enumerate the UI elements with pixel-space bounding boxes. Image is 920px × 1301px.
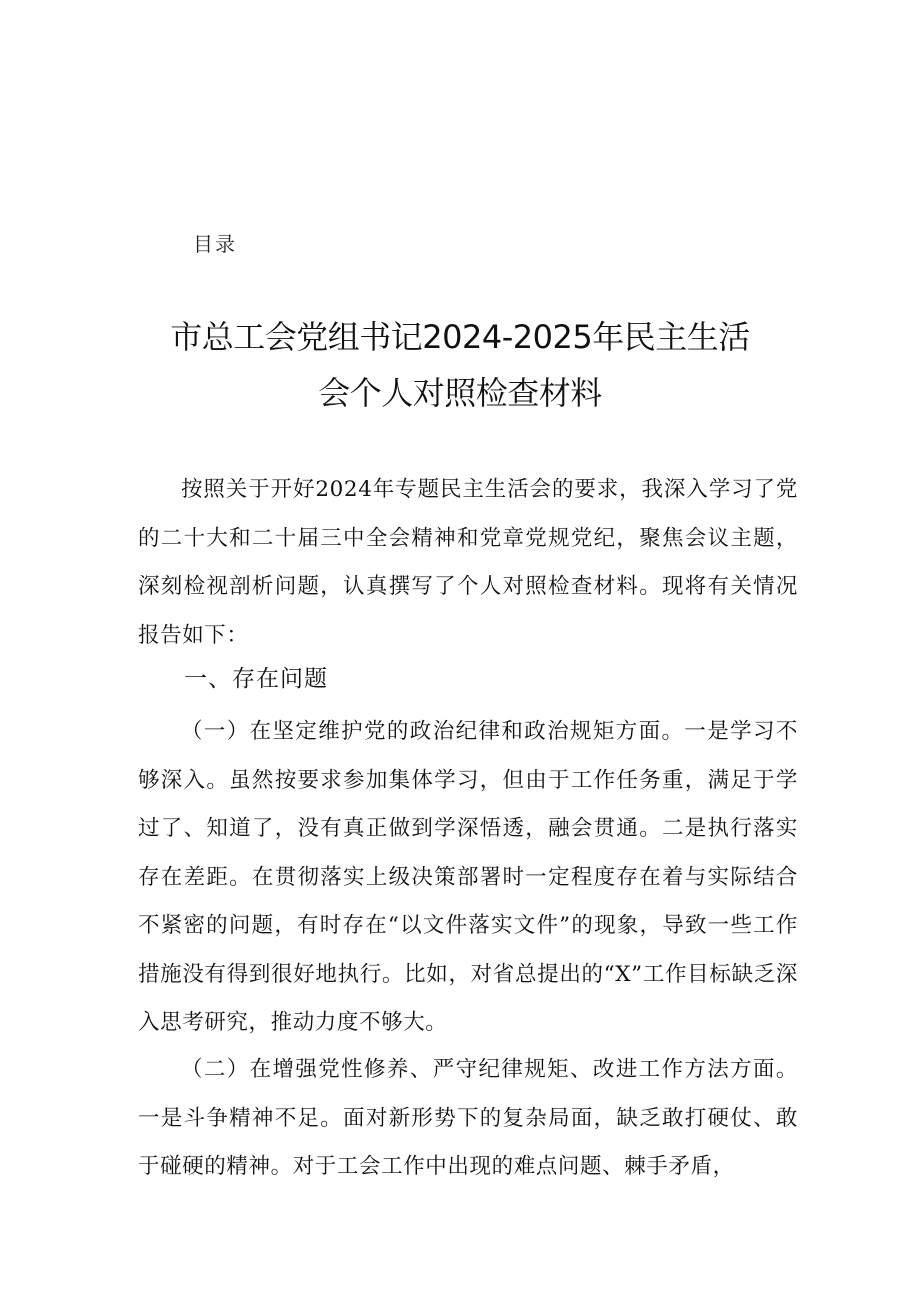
intro-paragraph: 按照关于开好2024年专题民主生活会的要求，我深入学习了党的二十大和二十届三中全会精神和党章党规党纪，聚焦会议主题，深刻检视剖析问题，认真撰写了个人对照检查材料。现将有关情况报告如下：	[138, 477, 798, 648]
section-heading-problems: 一、存在问题	[184, 666, 328, 692]
document-title-line-2: 会个人对照检查材料	[318, 374, 602, 412]
document-title-line-1: 市总工会党组书记2024-2025年民主生活	[170, 318, 750, 356]
toc-label: 目录	[193, 232, 237, 256]
paragraph-party-spirit: （二）在增强党性修养、严守纪律规矩、改进工作方法方面。一是斗争精神不足。面对新形势下的复杂局面，缺乏敢打硬仗、敢于碰硬的精神。对于工会工作中出现的难点问题、棘手矛盾，	[138, 1057, 798, 1179]
paragraph-political-discipline: （一）在坚定维护党的政治纪律和政治规矩方面。一是学习不够深入。虽然按要求参加集体学习，但由于工作任务重，满足于学过了、知道了，没有真正做到学深悟透，融会贯通。二是执行落实存在差距。在贯彻落实上级决策部署时一定程度存在着与实际结合不紧密的问题，有时存在“以文件落实文件”的现象，导致一些工作措施没有得到很好地执行。比如，对省总提出的“X”工作目标缺乏深入思考研究，推动力度不够大。	[138, 719, 798, 1035]
